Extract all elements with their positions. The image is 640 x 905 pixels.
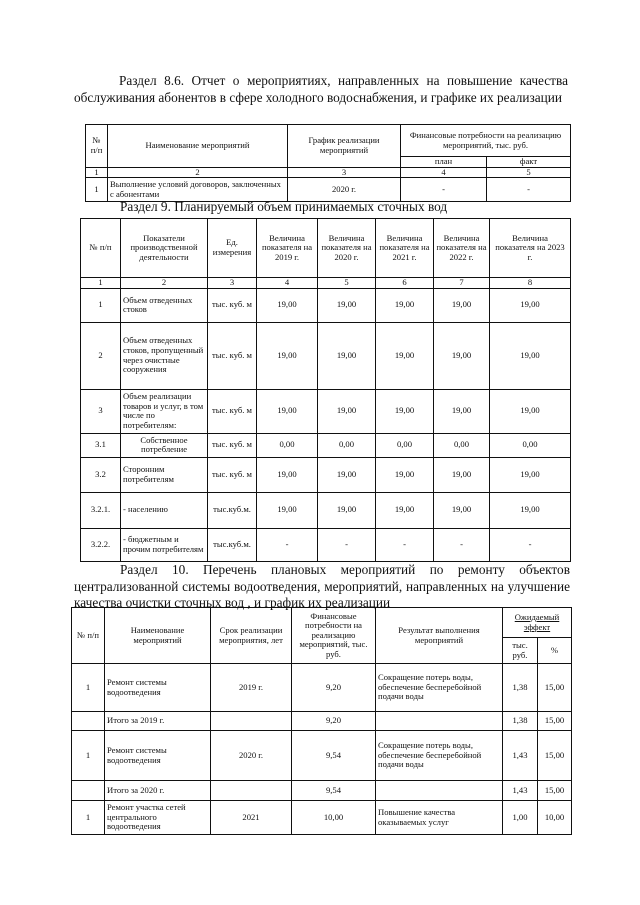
cell-finance: 9,20 — [292, 664, 376, 712]
cell-indicator: Собственное потребление — [121, 433, 208, 457]
cell-name: Выполнение условий договоров, заключенных с абонентами — [108, 178, 288, 202]
cell-value: - — [490, 528, 571, 561]
cell-value: 19,00 — [318, 288, 376, 322]
cell-indicator: Сторонним потребителям — [121, 457, 208, 492]
col-number: 4 — [401, 167, 487, 178]
col-header-num: № п/п — [86, 125, 108, 168]
cell-effect-rub: 1,38 — [503, 664, 538, 712]
cell-unit: тыс.куб.м. — [208, 492, 257, 528]
col-header-indicator: Показатели производственной деятельности — [121, 219, 208, 278]
table-row — [81, 492, 571, 528]
col-header-fact: факт — [487, 157, 571, 168]
cell-effect-pct: 15,00 — [538, 781, 572, 801]
section-8-6-table — [85, 124, 571, 202]
col-number: 6 — [376, 278, 434, 289]
col-number: 3 — [208, 278, 257, 289]
cell-unit: тыс. куб. м — [208, 322, 257, 389]
cell-value: 19,00 — [257, 389, 318, 433]
table-row — [81, 322, 571, 389]
cell-value: 19,00 — [318, 492, 376, 528]
col-header-result: Результат выполнения мероприятий — [376, 608, 503, 664]
cell-value: 19,00 — [434, 322, 490, 389]
cell-value: 19,00 — [434, 389, 490, 433]
cell-num: 3.1 — [81, 433, 121, 457]
cell-result: Сокращение потерь воды, обеспечение бесперебойной подачи воды — [376, 731, 503, 781]
col-number: 1 — [86, 167, 108, 178]
cell-value: 19,00 — [376, 457, 434, 492]
cell-schedule: 2020 г. — [288, 178, 401, 202]
cell-unit: тыс. куб. м — [208, 288, 257, 322]
col-number: 4 — [257, 278, 318, 289]
cell-effect-pct: 15,00 — [538, 664, 572, 712]
cell-num: 1 — [81, 288, 121, 322]
cell-indicator: - населению — [121, 492, 208, 528]
col-number: 3 — [288, 167, 401, 178]
cell-num: 2 — [81, 322, 121, 389]
col-header-effect: Ожидаемый эффект — [503, 608, 572, 638]
table-row — [81, 389, 571, 433]
cell-finance: 9,20 — [292, 712, 376, 731]
cell-value: 19,00 — [376, 288, 434, 322]
cell-term — [211, 781, 292, 801]
section-9-heading: Раздел 9. Планируемый объем принимаемых сточных вод — [120, 199, 448, 214]
cell-value: 19,00 — [257, 492, 318, 528]
cell-value: 0,00 — [376, 433, 434, 457]
cell-value: 19,00 — [257, 457, 318, 492]
cell-fact: - — [487, 178, 571, 202]
col-number: 2 — [121, 278, 208, 289]
cell-name: Ремонт системы водоотведения — [105, 731, 211, 781]
cell-effect-rub: 1,38 — [503, 712, 538, 731]
cell-num: 3.2.1. — [81, 492, 121, 528]
cell-unit: тыс.куб.м. — [208, 528, 257, 561]
col-header-plan: план — [401, 157, 487, 168]
cell-value: 19,00 — [376, 492, 434, 528]
cell-name: Ремонт системы водоотведения — [105, 664, 211, 712]
cell-finance: 10,00 — [292, 801, 376, 835]
cell-result: Повышение качества оказываемых услуг — [376, 801, 503, 835]
cell-value: 19,00 — [257, 288, 318, 322]
table-row — [81, 457, 571, 492]
col-number: 5 — [318, 278, 376, 289]
cell-value: 0,00 — [490, 433, 571, 457]
cell-num — [72, 781, 105, 801]
cell-indicator: Объем реализации товаров и услуг, в том числе по потребителям: — [121, 389, 208, 433]
cell-unit: тыс. куб. м — [208, 433, 257, 457]
cell-term — [211, 712, 292, 731]
cell-term: 2020 г. — [211, 731, 292, 781]
col-header-term: Срок реализации мероприятия, лет — [211, 608, 292, 664]
cell-finance: 9,54 — [292, 781, 376, 801]
cell-value: 0,00 — [257, 433, 318, 457]
table-row — [72, 801, 572, 835]
col-header-2022: Величина показателя на 2022 г. — [434, 219, 490, 278]
col-header-finance: Финансовые потребности на реализацию мероприятий, тыс. руб. — [401, 125, 571, 157]
cell-result — [376, 712, 503, 731]
cell-value: 0,00 — [318, 433, 376, 457]
cell-num: 3 — [81, 389, 121, 433]
col-number: 1 — [81, 278, 121, 289]
section-10-heading: Раздел 10. Перечень плановых мероприятий по ремонту объектов централизованной системы водоотведения, мероприятий, направленных на улучшение качества очистки сточных вод , и график их реализации — [74, 562, 570, 610]
cell-num: 1 — [72, 664, 105, 712]
cell-num — [72, 712, 105, 731]
col-header-unit: Ед. измерения — [208, 219, 257, 278]
cell-effect-pct: 15,00 — [538, 712, 572, 731]
cell-value: 19,00 — [490, 389, 571, 433]
cell-num: 3.2.2. — [81, 528, 121, 561]
table-row — [72, 781, 572, 801]
table-row — [81, 288, 571, 322]
cell-indicator: - бюджетным и прочим потребителям — [121, 528, 208, 561]
cell-unit: тыс. куб. м — [208, 457, 257, 492]
cell-name: Ремонт участка сетей центрального водоотведения — [105, 801, 211, 835]
cell-effect-rub: 1,43 — [503, 781, 538, 801]
cell-value: - — [376, 528, 434, 561]
cell-value: 19,00 — [257, 322, 318, 389]
cell-value: 0,00 — [434, 433, 490, 457]
cell-value: 19,00 — [318, 457, 376, 492]
col-header-effect-pct: % — [538, 638, 572, 664]
cell-value: 19,00 — [490, 322, 571, 389]
col-number: 8 — [490, 278, 571, 289]
section-10-table — [71, 607, 572, 835]
cell-unit: тыс. куб. м — [208, 389, 257, 433]
cell-num: 1 — [72, 731, 105, 781]
table-row — [72, 664, 572, 712]
cell-num: 1 — [86, 178, 108, 202]
cell-term: 2021 — [211, 801, 292, 835]
col-header-effect-rub: тыс. руб. — [503, 638, 538, 664]
col-header-2023: Величина показателя на 2023 г. — [490, 219, 571, 278]
cell-value: - — [318, 528, 376, 561]
cell-plan: - — [401, 178, 487, 202]
cell-effect-pct: 15,00 — [538, 731, 572, 781]
table-row — [72, 731, 572, 781]
col-number: 7 — [434, 278, 490, 289]
col-header-2019: Величина показателя на 2019 г. — [257, 219, 318, 278]
cell-value: 19,00 — [376, 322, 434, 389]
cell-name: Итого за 2020 г. — [105, 781, 211, 801]
col-number: 5 — [487, 167, 571, 178]
col-header-name: Наименование мероприятий — [108, 125, 288, 168]
cell-value: 19,00 — [434, 288, 490, 322]
cell-value: - — [257, 528, 318, 561]
cell-value: 19,00 — [434, 457, 490, 492]
cell-value: 19,00 — [434, 492, 490, 528]
cell-value: 19,00 — [376, 389, 434, 433]
cell-indicator: Объем отведенных стоков — [121, 288, 208, 322]
cell-effect-pct: 10,00 — [538, 801, 572, 835]
cell-result: Сокращение потерь воды, обеспечение бесперебойной подачи воды — [376, 664, 503, 712]
cell-value: 19,00 — [318, 322, 376, 389]
cell-value: - — [434, 528, 490, 561]
cell-result — [376, 781, 503, 801]
col-number: 2 — [108, 167, 288, 178]
col-header-2021: Величина показателя на 2021 г. — [376, 219, 434, 278]
col-header-2020: Величина показателя на 2020 г. — [318, 219, 376, 278]
cell-effect-rub: 1,43 — [503, 731, 538, 781]
cell-term: 2019 г. — [211, 664, 292, 712]
cell-value: 19,00 — [318, 389, 376, 433]
cell-value: 19,00 — [490, 288, 571, 322]
col-header-num: № п/п — [72, 608, 105, 664]
cell-value: 19,00 — [490, 492, 571, 528]
table-row — [81, 528, 571, 561]
table-row — [81, 433, 571, 457]
cell-effect-rub: 1,00 — [503, 801, 538, 835]
col-header-num: № п/п — [81, 219, 121, 278]
cell-indicator: Объем отведенных стоков, пропущенный через очистные сооружения — [121, 322, 208, 389]
cell-name: Итого за 2019 г. — [105, 712, 211, 731]
cell-finance: 9,54 — [292, 731, 376, 781]
cell-value: 19,00 — [490, 457, 571, 492]
table-row — [72, 712, 572, 731]
cell-num: 3.2 — [81, 457, 121, 492]
section-8-6-heading: Раздел 8.6. Отчет о мероприятиях, направленных на повышение качества обслуживания абонентов в сфере холодного водоснабжения, и графике их реализации — [74, 73, 568, 105]
col-header-finance: Финансовые потребности на реализацию мероприятий, тыс. руб. — [292, 608, 376, 664]
cell-num: 1 — [72, 801, 105, 835]
section-9-table — [80, 218, 571, 562]
col-header-name: Наименование мероприятий — [105, 608, 211, 664]
col-header-schedule: График реализации мероприятий — [288, 125, 401, 168]
